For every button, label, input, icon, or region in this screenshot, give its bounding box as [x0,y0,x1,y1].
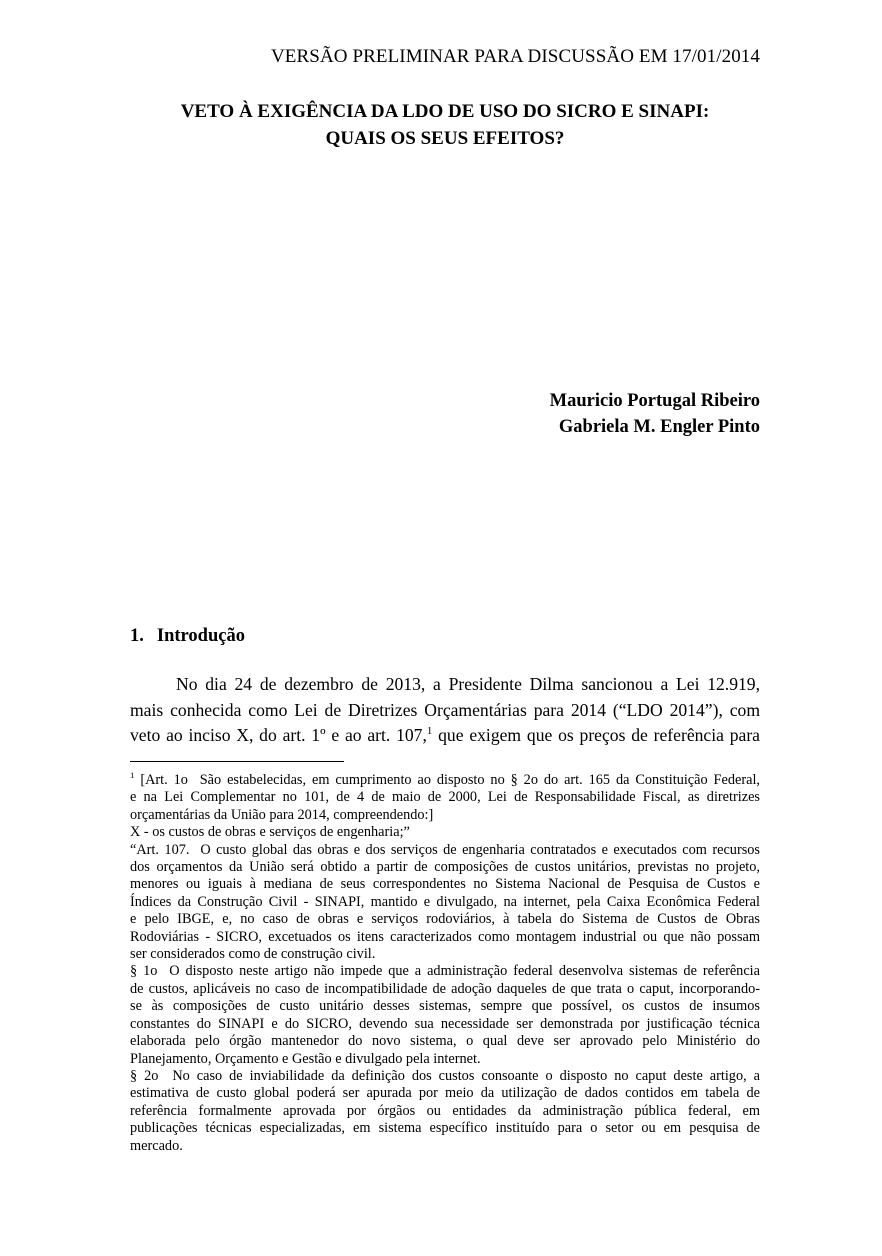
footnote-text: estimativa de custo global poderá ser apurada por meio da utilização de dados contidos em tabela de [130,1085,760,1102]
preliminary-version-note: VERSÃO PRELIMINAR PARA DISCUSSÃO EM 17/01/2014 [270,46,760,67]
footnote-line [130,1120,760,1137]
footnote-text: “Art. 107. O custo global das obras e dos serviços de engenharia contratados e executados com recursos [130,841,760,858]
paragraph-text: No dia 24 de dezembro de 2013, a Presidente Dilma sancionou a Lei 12.919, [176,674,760,694]
footnote-line [130,998,760,1015]
footnote-text: publicações técnicas especializadas, em sistema específico instituído para o setor ou em pesquisa de [130,1120,760,1137]
footnote-text: Rodoviárias - SICRO, excetuados os itens caracterizados como montagem industrial ou que não possam [130,928,760,945]
footnote-line [130,929,760,946]
document-title-line1: VETO À EXIGÊNCIA DA LDO DE USO DO SICRO E SINAPI: [180,101,710,122]
footnote-line [130,1068,760,1085]
footnote-text: referência formalmente aprovada por órgãos ou entidades da administração pública federal, em [130,1102,760,1119]
footnote-text: dos orçamentos da União será obtido a partir de composições de custos unitários, previstas no projeto, [130,859,760,876]
footnote-text: constantes do SINAPI e do SICRO, devendo sua necessidade ser demonstrada por justificação técnica [130,1015,760,1032]
footnote-line [130,1138,760,1155]
footnote-text: e na Lei Complementar no 101, de 4 de maio de 2000, Lei de Responsabilidade Fiscal, as diretrizes [130,789,760,806]
footnote-line [130,842,760,859]
section-heading-introducao [130,626,760,647]
footnote-text: mercado. [130,1137,183,1154]
paragraph-line [130,723,760,749]
authors-block [130,388,760,440]
paragraph-line [130,698,760,724]
footnote-text: X - os custos de obras e serviços de engenharia;” [130,824,410,841]
footnote-line [130,789,760,806]
footnote-text: Índices da Construção Civil - SINAPI, mantido e divulgado, na internet, pela Caixa Econômica Federal [130,893,760,910]
footnote-paragraph [130,1068,760,1155]
author-name: Gabriela M. Engler Pinto [558,417,760,437]
footnote-line [130,946,760,963]
footnote-line [130,824,760,841]
footnote-line [130,859,760,876]
footnote-line [130,911,760,928]
footnote-paragraph [130,842,760,964]
paragraph-text: mais conhecida como Lei de Diretrizes Orçamentárias para 2014 (“LDO 2014”), com [130,699,760,720]
footnote-text: ser considerados como de construção civil. [130,946,376,963]
footnote-paragraph [130,824,760,841]
footnote-line [130,1103,760,1120]
footnote-text: § 1o O disposto neste artigo não impede que a administração federal desenvolva sistemas de referência [130,963,760,980]
footnote-line [130,894,760,911]
intro-paragraph [130,672,760,749]
section-number: 1. [130,626,144,646]
footnote-line [130,981,760,998]
footnote-text: [Art. 1o São estabelecidas, em cumprimento ao disposto no § 2o do art. 165 da Constituição Federal, [134,772,760,788]
author-name: Mauricio Portugal Ribeiro [549,391,760,411]
footnote-line [130,807,760,824]
footnote-text: Planejamento, Orçamento e Gestão e divulgado pela internet. [130,1050,481,1067]
paragraph-text: veto ao inciso X, do art. 1º e ao art. 107, [130,725,427,746]
footnote-marker: 1 [130,770,135,781]
footnote-line [130,963,760,980]
footnote-paragraph [130,963,760,1067]
footnote-line [130,1085,760,1102]
footnote-line [130,772,760,789]
footnote-line [130,1033,760,1050]
footnote-text: se às composições de custo unitário desses sistemas, sempre que possível, os custos de insumos [130,998,760,1015]
footnote-separator [130,761,344,762]
paragraph-line [130,672,760,698]
footnote-text: orçamentárias da União para 2014, compreendendo:] [130,806,434,823]
section-title: Introdução [156,626,245,646]
footnote-text: menores ou iguais à mediana de seus correspondentes no Sistema Nacional de Pesquisa de Custos e [130,876,760,893]
footnote-text: elaborada pelo órgão mantenedor do novo sistema, o qual deve ser aprovado pelo Ministério do [130,1033,760,1050]
footnote-line [130,1016,760,1033]
footnote-text: e pelo IBGE, e, no caso de obras e serviços rodoviários, à tabela do Sistema de Custos de Obras [130,911,760,928]
footnote-line [130,1051,760,1068]
footnotes-block [130,772,760,1155]
paragraph-text: que exigem que os preços de referência para [432,725,760,746]
footnote-paragraph [130,772,760,824]
document-title-line2: QUAIS OS SEUS EFEITOS? [325,128,565,149]
document-title [130,98,760,152]
footnote-text: § 2o No caso de inviabilidade da definição dos custos consoante o disposto no caput deste artigo, a [130,1067,760,1084]
footnote-reference: 1 [426,725,433,738]
footnote-line [130,876,760,893]
footnote-text: de custos, aplicáveis no caso de incompatibilidade de adoção daqueles de que trata o caput, incorporando- [130,980,760,997]
